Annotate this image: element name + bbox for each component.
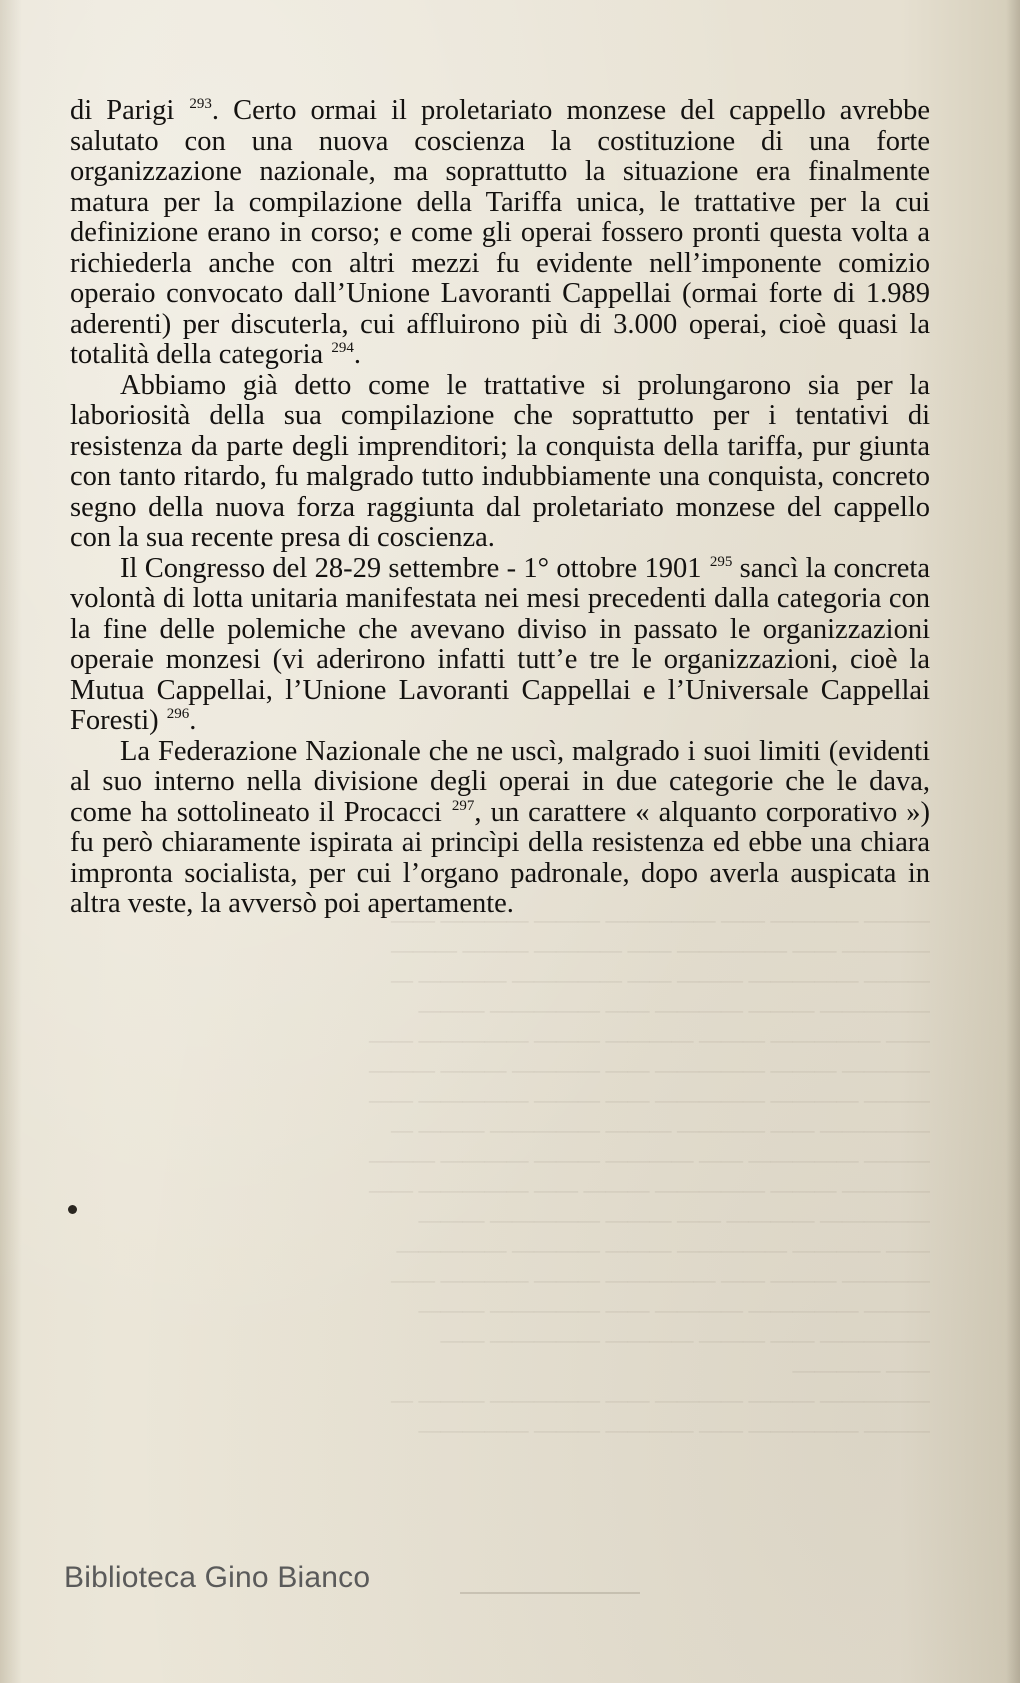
- paragraph-text: di Parigi: [70, 95, 189, 126]
- paragraph-p3: [70, 554, 930, 737]
- paragraph-p4: [70, 737, 930, 920]
- paragraph-text: .: [189, 705, 197, 736]
- footnote-ref: 296: [166, 706, 190, 722]
- footnote-ref: 297: [451, 797, 475, 814]
- paragraph-text: Abbiamo già detto come le trattative si prolungarono sia per la laboriosità della sua compilazione che soprattutto per i tentativi di resistenza da parte degli imprenditori; la conquista della tariffa, pur giunta con tanto ritardo, fu malgrado tutto indubbiamente una conquista, concreto segno della nuova forza raggiunta dal proletariato monzese del cappello con la sua recente presa di coscienza.: [70, 369, 930, 553]
- paragraph-text: sancì la concreta volontà di lotta unitaria manifestata nei mesi precedenti dalla categoria con la fine delle polemiche che avevano diviso in passato le organizzazioni operaie monzesi (vi aderirono infatti tutt’e tre le organizzazioni, cioè la Mutua Cappellai, l’Unione Lavoranti Cappellai e l’Universale Cappellai Foresti): [70, 552, 931, 736]
- page-edge-shadow: [1006, 0, 1020, 1683]
- library-watermark: Biblioteca Gino Bianco: [64, 1561, 371, 1594]
- paragraph-text: .: [353, 339, 361, 370]
- body-text: [70, 96, 930, 920]
- footnote-ref: 293: [189, 96, 212, 112]
- paragraph-text: . Certo ormai il proletariato monzese del cappello avrebbe salutato con una nuova coscienza la costituzione di una forte organizzazione nazionale, ma soprattutto la situazione era finalmente matura per la compilazione della Tariffa unica, le trattative per la cui definizione erano in corso; e come gli operai fossero pronti questa volta a richiederla anche con altri mezzi fu evidente nell’imponente comizio operaio convocato dall’Unione Lavoranti Cappellai (ormai forte di 1.989 aderenti) per discuterla, cui affluirono più di 3.000 operai, cioè quasi la totalità della categoria: [70, 95, 930, 370]
- paragraph-p2: [70, 371, 930, 554]
- paragraph-text: , un carattere « alquanto corporativo ») fu però chiaramente ispirata ai princìpi della resistenza ed ebbe una chiara impronta socialista, per cui l’organo padronale, dopo averla auspicata in altra veste, la avversò poi apertamente.: [70, 796, 931, 919]
- footnote-ref: 295: [709, 553, 733, 570]
- footnote-ref: 294: [331, 340, 354, 356]
- paragraph-text: Il Congresso del 28-29 settembre - 1° ottobre 1901: [120, 552, 709, 584]
- bleed-through-text: ​——— ———— —— ————— ——— ———— —— ———— —— ————— —— ———— ——— ——— ——— ————— ——— —— ————— ———— — ————— ——— ———— —— ————— ——— —— ————— ——— ———— ——— ————— —— ———— ——— ————— —— ———— ——— ——— ——— ———— ————— —— ——— ————— —— ————— —— ———— ——— ————— ——— — ——— ————— —— ———— ——— ———— ——— ———— ——— ————— ——— —— ————— —— ————— ———— —— ——— ————— ——— —— ———— ————— ——— ———— ————— ———— ——— —— ————— ——— ———— —— ——— ————— ———— —— ————— ——— ————— —— ——— ———— ————— —— —— ———— ————— ——— ———— —— ————— ——— — ——— ————— —— ———— ——— —————: [369, 907, 930, 1442]
- stray-mark: [68, 1205, 77, 1214]
- faint-rule: [460, 1592, 640, 1594]
- paragraph-p1: [70, 96, 930, 371]
- paragraph-text: La Federazione Nazionale che ne uscì, malgrado i suoi limiti (evidenti al suo interno nella divisione degli operai in due categorie che le dava, come ha sottolineato il Procacci: [70, 735, 930, 828]
